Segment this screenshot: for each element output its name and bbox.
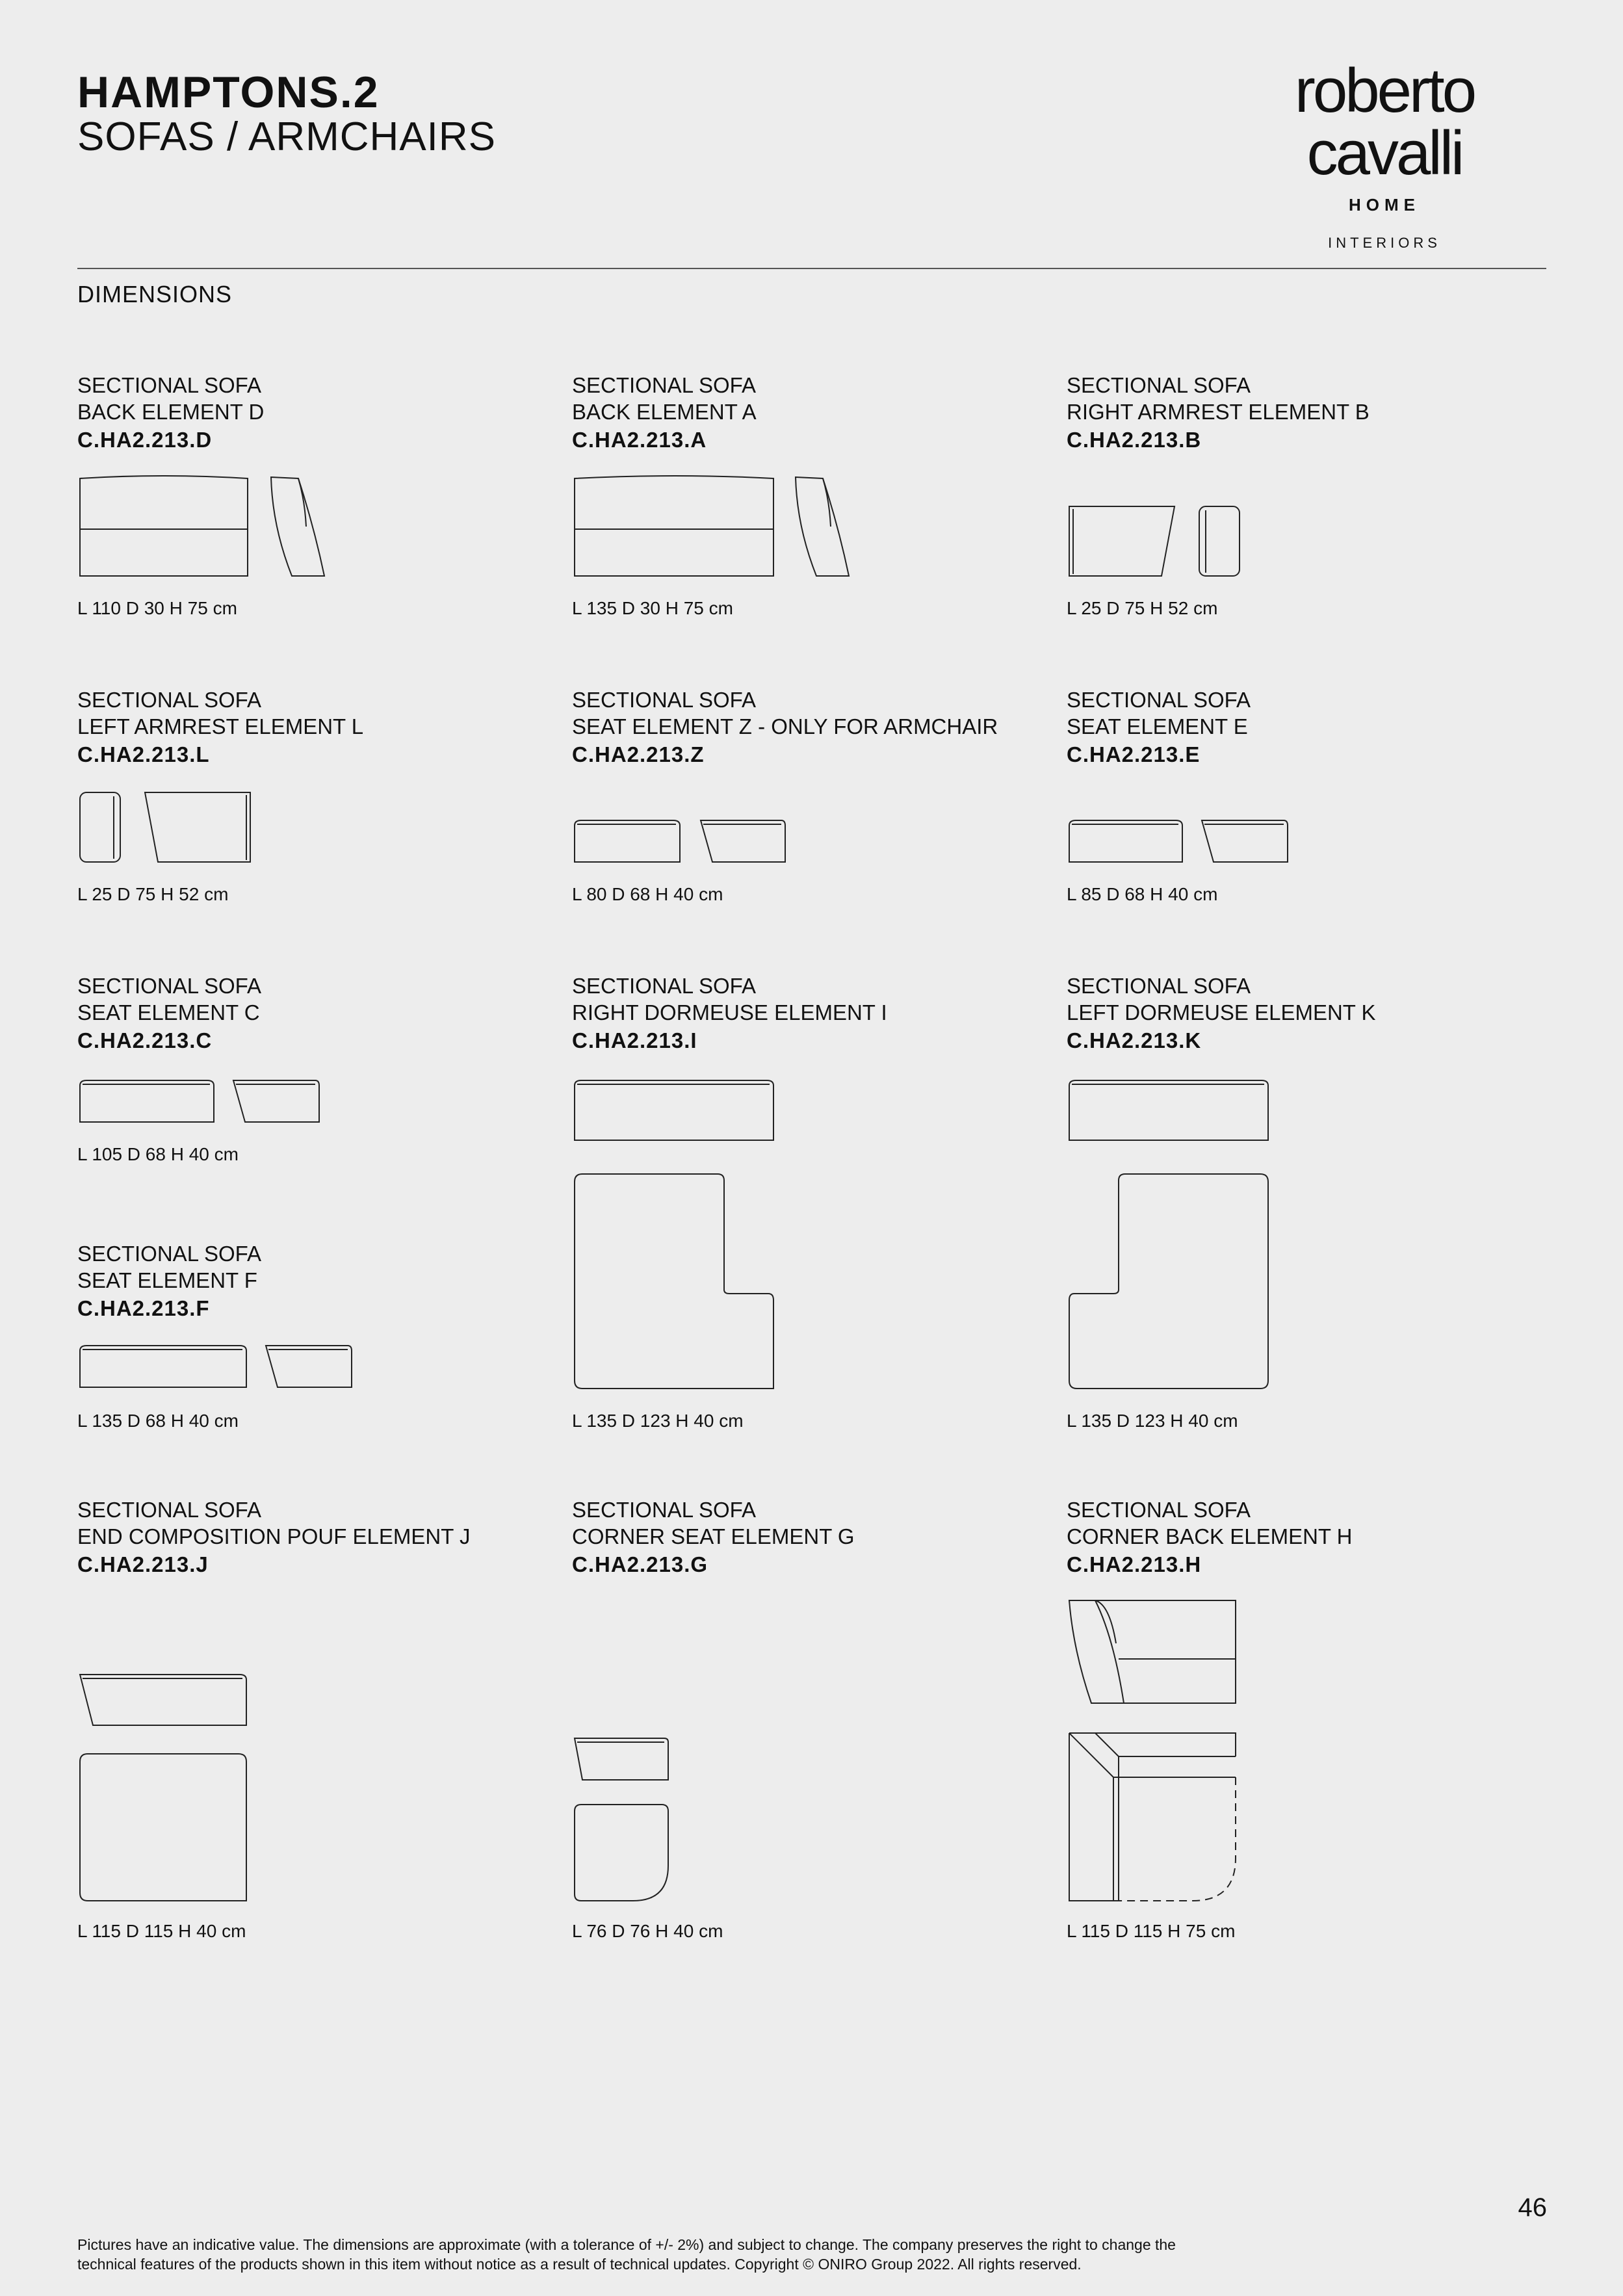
product-block xyxy=(1067,686,1251,768)
product-dimensions: L 135 D 123 H 40 cm xyxy=(572,1411,744,1431)
product-element: LEFT DORMEUSE ELEMENT K xyxy=(1067,1000,1376,1024)
product-dimensions: L 110 D 30 H 75 cm xyxy=(77,598,237,618)
product-name: SECTIONAL SOFA xyxy=(572,1498,757,1522)
footer-line-1: Pictures have an indicative value. The dimensions are approximate (with a tolerance of +/- 2%) and subject to change. The company preserves the right to change the xyxy=(77,2236,1176,2253)
product-code: C.HA2.213.C xyxy=(77,1028,213,1052)
product-name: SECTIONAL SOFA xyxy=(77,1498,262,1522)
product-block xyxy=(1067,372,1370,453)
product-dimensions: L 135 D 123 H 40 cm xyxy=(1067,1411,1238,1431)
product-element: RIGHT ARMREST ELEMENT B xyxy=(1067,400,1370,424)
product-dimensions: L 25 D 75 H 52 cm xyxy=(77,884,229,904)
brand-logo xyxy=(1222,56,1547,252)
section-title: DIMENSIONS xyxy=(77,281,233,307)
product-element: SEAT ELEMENT Z - ONLY FOR ARMCHAIR xyxy=(572,714,998,738)
seat-element-f-drawing xyxy=(77,1343,357,1390)
product-block xyxy=(572,372,757,453)
product-block xyxy=(77,372,264,453)
product-block xyxy=(1067,1496,1352,1578)
product-code: C.HA2.213.A xyxy=(572,428,707,452)
product-code: C.HA2.213.H xyxy=(1067,1552,1202,1576)
corner-seat-g-drawing xyxy=(572,1736,676,1905)
product-code: C.HA2.213.E xyxy=(1067,742,1201,766)
product-block xyxy=(77,972,261,1054)
header-divider xyxy=(77,268,1546,269)
logo-home: HOME xyxy=(1349,195,1420,215)
product-name: SECTIONAL SOFA xyxy=(1067,373,1251,397)
product-name: SECTIONAL SOFA xyxy=(77,1242,262,1266)
left-armrest-l-drawing xyxy=(77,790,259,865)
back-element-a-drawing xyxy=(572,475,858,579)
product-name: SECTIONAL SOFA xyxy=(572,974,757,998)
logo-interiors: INTERIORS xyxy=(1328,235,1441,251)
product-dimensions: L 115 D 115 H 75 cm xyxy=(1067,1921,1236,1941)
seat-element-z-drawing xyxy=(572,818,793,865)
seat-element-e-drawing xyxy=(1067,818,1294,865)
product-code: C.HA2.213.B xyxy=(1067,428,1202,452)
product-element: END COMPOSITION POUF ELEMENT J xyxy=(77,1524,471,1548)
product-block xyxy=(1067,972,1376,1054)
product-code: C.HA2.213.I xyxy=(572,1028,697,1052)
product-code: C.HA2.213.K xyxy=(1067,1028,1202,1052)
left-dormeuse-k-drawing xyxy=(1067,1078,1275,1390)
product-name: SECTIONAL SOFA xyxy=(77,688,262,712)
product-dimensions: L 135 D 30 H 75 cm xyxy=(572,598,733,618)
product-element: LEFT ARMREST ELEMENT L xyxy=(77,714,364,738)
product-element: CORNER BACK ELEMENT H xyxy=(1067,1524,1353,1548)
product-dimensions: L 115 D 115 H 40 cm xyxy=(77,1921,246,1941)
product-element: SEAT ELEMENT C xyxy=(77,1000,260,1024)
back-element-d-drawing xyxy=(77,475,331,579)
product-code: C.HA2.213.J xyxy=(77,1552,209,1576)
product-element: CORNER SEAT ELEMENT G xyxy=(572,1524,855,1548)
footer-disclaimer xyxy=(77,2235,1442,2274)
product-code: C.HA2.213.G xyxy=(572,1552,708,1576)
product-name: SECTIONAL SOFA xyxy=(1067,974,1251,998)
product-block xyxy=(77,1240,261,1322)
product-name: SECTIONAL SOFA xyxy=(1067,688,1251,712)
product-name: SECTIONAL SOFA xyxy=(77,373,262,397)
product-dimensions: L 25 D 75 H 52 cm xyxy=(1067,598,1218,618)
seat-element-c-drawing xyxy=(77,1078,324,1125)
product-code: C.HA2.213.D xyxy=(77,428,213,452)
product-element: RIGHT DORMEUSE ELEMENT I xyxy=(572,1000,887,1024)
product-block xyxy=(572,686,998,768)
product-element: BACK ELEMENT A xyxy=(572,400,757,424)
page-number: 46 xyxy=(1518,2193,1547,2222)
product-element: SEAT ELEMENT E xyxy=(1067,714,1248,738)
product-name: SECTIONAL SOFA xyxy=(77,974,262,998)
product-block xyxy=(77,1496,470,1578)
product-block xyxy=(77,686,363,768)
right-armrest-b-drawing xyxy=(1067,504,1249,579)
product-code: C.HA2.213.F xyxy=(77,1296,210,1320)
product-name: SECTIONAL SOFA xyxy=(1067,1498,1251,1522)
product-dimensions: L 105 D 68 H 40 cm xyxy=(77,1144,239,1164)
document-title: HAMPTONS.2 xyxy=(77,68,380,117)
footer-line-2: technical features of the products shown in this item without notice as a result of technical updates. Copyright © ONIRO Group 2022. All rights reserved. xyxy=(77,2256,1082,2273)
product-dimensions: L 80 D 68 H 40 cm xyxy=(572,884,723,904)
product-block xyxy=(572,1496,855,1578)
product-name: SECTIONAL SOFA xyxy=(572,688,757,712)
corner-back-h-drawing xyxy=(1067,1598,1242,1903)
product-name: SECTIONAL SOFA xyxy=(572,373,757,397)
logo-brand-name: roberto cavalli xyxy=(1294,56,1475,188)
product-element: BACK ELEMENT D xyxy=(77,400,265,424)
pouf-element-j-drawing xyxy=(77,1672,253,1906)
product-dimensions: L 85 D 68 H 40 cm xyxy=(1067,884,1218,904)
product-dimensions: L 135 D 68 H 40 cm xyxy=(77,1411,239,1431)
product-block xyxy=(572,972,887,1054)
product-code: C.HA2.213.L xyxy=(77,742,210,766)
product-dimensions: L 76 D 76 H 40 cm xyxy=(572,1921,723,1941)
product-element: SEAT ELEMENT F xyxy=(77,1268,257,1292)
document-subtitle: SOFAS / ARMCHAIRS xyxy=(77,114,497,159)
product-code: C.HA2.213.Z xyxy=(572,742,705,766)
right-dormeuse-i-drawing xyxy=(572,1078,780,1390)
